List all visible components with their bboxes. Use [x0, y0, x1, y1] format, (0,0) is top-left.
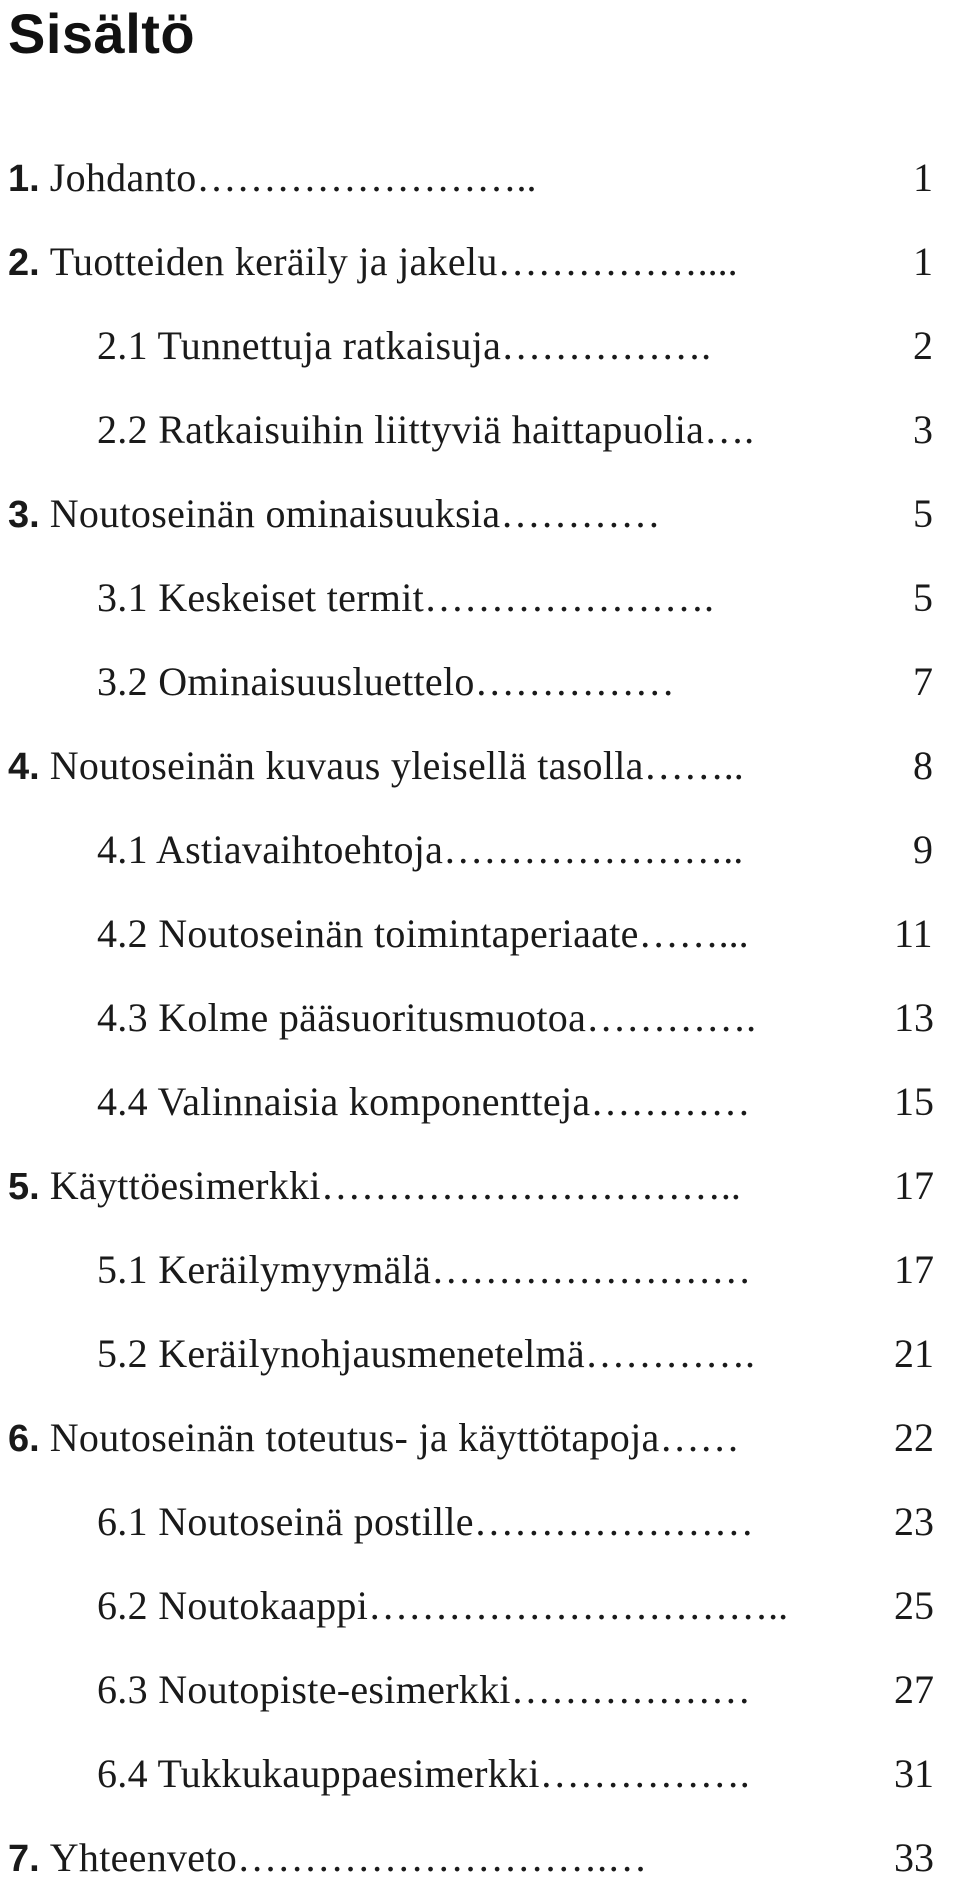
toc-entry-text: 3.2 Ominaisuusluettelo — [97, 659, 475, 704]
toc-entry-5 — [8, 1158, 934, 1214]
toc-entry-text: Noutoseinän toteutus- ja käyttötapoja — [49, 1415, 660, 1460]
toc-entry-text: 2.1 Tunnettuja ratkaisuja — [97, 323, 502, 368]
toc-entry-dots: …………………. — [424, 575, 715, 620]
toc-entry-page: 21 — [894, 1331, 934, 1376]
toc-entry-page: 33 — [894, 1835, 934, 1880]
toc-entry-text: Johdanto — [49, 155, 197, 200]
toc-entry-page: 2 — [913, 323, 933, 368]
toc-entry-number: 4. — [8, 746, 40, 788]
toc-entry-text: 6.1 Noutoseinä postille — [97, 1499, 474, 1544]
toc-entry-7 — [8, 1830, 934, 1886]
toc-entry-number: 6. — [8, 1418, 40, 1460]
toc-entry-2-1 — [97, 318, 933, 374]
toc-entry-6 — [8, 1410, 934, 1466]
toc-entry-page: 3 — [913, 407, 933, 452]
toc-entry-4-3 — [97, 990, 934, 1046]
toc-entry-page: 13 — [894, 995, 934, 1040]
toc-entry-3-2 — [97, 654, 933, 710]
toc-entry-dots: ………………………….. — [368, 1583, 789, 1628]
toc-entry-page: 8 — [913, 743, 933, 788]
toc-entry-text: Noutoseinän ominaisuuksia — [49, 491, 501, 536]
toc-entry-page: 11 — [894, 911, 933, 956]
toc-entry-text: 6.4 Tukkukauppaesimerkki — [97, 1751, 540, 1796]
toc-entry-page: 5 — [913, 491, 933, 536]
toc-entry-text: Tuotteiden keräily ja jakelu — [49, 239, 498, 284]
toc-entry-text: 4.1 Astiavaihtoehtoja — [97, 827, 444, 872]
toc-entry-5-2 — [97, 1326, 934, 1382]
toc-entry-dots: ……………… — [510, 1667, 751, 1712]
toc-entry-2-2 — [97, 402, 933, 458]
toc-entry-dots: …………………… — [431, 1247, 752, 1292]
toc-entry-page: 7 — [913, 659, 933, 704]
toc-entry-text: Noutoseinän kuvaus yleisellä tasolla — [49, 743, 644, 788]
toc-entry-6-2 — [97, 1578, 934, 1634]
toc-entry-3-1 — [97, 570, 933, 626]
toc-entry-text: 4.3 Kolme pääsuoritusmuotoa — [97, 995, 587, 1040]
toc-entry-dots: ………… — [500, 491, 661, 536]
toc-entry-number: 1. — [8, 158, 40, 200]
toc-entry-text: 4.4 Valinnaisia komponentteja — [97, 1079, 591, 1124]
toc-entry-number: 5. — [8, 1166, 40, 1208]
toc-entry-number: 7. — [8, 1838, 40, 1880]
toc-entry-text: 5.1 Keräilymyymälä — [97, 1247, 432, 1292]
toc-entry-dots: ………………… — [473, 1499, 754, 1544]
toc-entry-text: Yhteenveto — [49, 1835, 238, 1880]
toc-entry-dots: …………….... — [497, 239, 738, 284]
toc-entry-6-4 — [97, 1746, 934, 1802]
toc-entry-text: 2.2 Ratkaisuihin liittyviä haittapuolia — [97, 407, 705, 452]
toc-entry-dots: ……………. — [539, 1751, 750, 1796]
toc-entry-dots: …………………….. — [196, 155, 537, 200]
toc-entry-page: 1 — [913, 239, 933, 284]
toc-entry-dots: ………… — [590, 1079, 751, 1124]
toc-entry-page: 5 — [913, 575, 933, 620]
toc-entry-4-1 — [97, 822, 933, 878]
toc-entry-text: 5.2 Keräilynohjausmenetelmä — [97, 1331, 585, 1376]
toc-entry-dots: …………… — [474, 659, 675, 704]
toc-entry-6-1 — [97, 1494, 934, 1550]
toc-entry-page: 15 — [894, 1079, 934, 1124]
toc-entry-4-2 — [97, 906, 933, 962]
toc-entry-1 — [8, 150, 933, 206]
toc-entry-dots: …….. — [643, 743, 744, 788]
toc-entry-text: 4.2 Noutoseinän toimintaperiaate — [97, 911, 639, 956]
toc-entry-text: 3.1 Keskeiset termit — [97, 575, 425, 620]
toc-entry-dots: ……... — [638, 911, 749, 956]
toc-entry-3 — [8, 486, 933, 542]
toc-entry-page: 27 — [894, 1667, 934, 1712]
toc-entry-text: 6.2 Noutokaappi — [97, 1583, 369, 1628]
toc-entry-number: 2. — [8, 242, 40, 284]
toc-entry-number: 3. — [8, 494, 40, 536]
toc-entry-dots: ………………………….. — [320, 1163, 741, 1208]
toc-entry-text: 6.3 Noutopiste-esimerkki — [97, 1667, 511, 1712]
toc-entry-dots: ………………….. — [443, 827, 744, 872]
toc-entry-2 — [8, 234, 933, 290]
toc-entry-page: 9 — [913, 827, 933, 872]
toc-entry-6-3 — [97, 1662, 934, 1718]
toc-entry-page: 22 — [894, 1415, 934, 1460]
toc-entry-4-4 — [97, 1074, 934, 1130]
toc-entry-dots: ……………………….… — [237, 1835, 648, 1880]
toc-entry-dots: …… — [659, 1415, 740, 1460]
toc-entry-dots: …. — [704, 407, 755, 452]
toc-entry-page: 31 — [894, 1751, 934, 1796]
toc-entry-page: 23 — [894, 1499, 934, 1544]
toc-entry-5-1 — [97, 1242, 934, 1298]
toc-entry-dots: …………. — [586, 995, 757, 1040]
toc-entry-page: 1 — [913, 155, 933, 200]
toc-entry-dots: …………. — [584, 1331, 755, 1376]
toc-title: Sisältö — [8, 2, 196, 65]
toc-entry-page: 17 — [894, 1163, 934, 1208]
toc-entry-page: 17 — [894, 1247, 934, 1292]
toc-entry-dots: ……………. — [501, 323, 712, 368]
toc-entry-page: 25 — [894, 1583, 934, 1628]
toc-entry-text: Käyttöesimerkki — [49, 1163, 321, 1208]
toc-entry-4 — [8, 738, 933, 794]
